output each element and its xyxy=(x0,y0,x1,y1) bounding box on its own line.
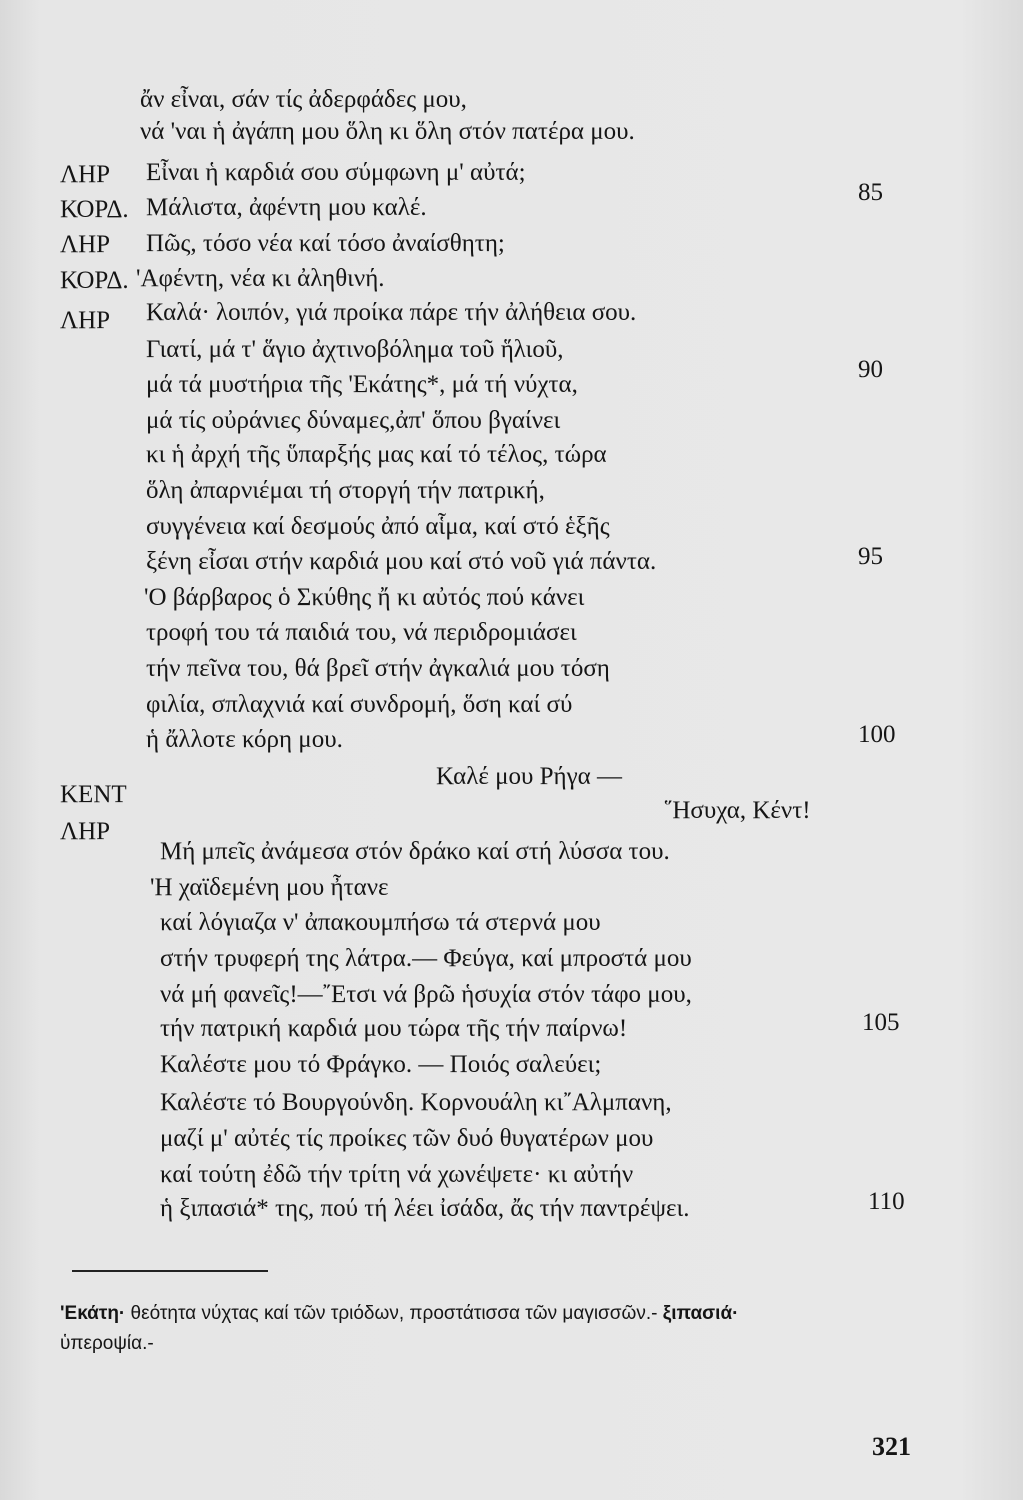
verse-line: Καλά· λοιπόν, γιά προίκα πάρε τήν ἀλήθεια σου. xyxy=(146,299,637,326)
verse-line: ξένη εἶσαι στήν καρδιά μου καί στό νοῦ γιά πάντα. xyxy=(146,548,657,575)
verse-line: τήν πεῖνα του, θά βρεῖ στήν ἀγκαλιά μου τόση xyxy=(146,655,610,682)
verse-line: Καλέ μου Ρήγα — xyxy=(436,763,622,790)
verse-line: νά μή φανεῖς!—῎Ετσι νά βρῶ ἡσυχία στόν τάφο μου, xyxy=(160,981,692,1008)
speaker-name: ΚΕΝΤ xyxy=(60,781,127,808)
speaker-name: ΛΗΡ xyxy=(60,307,111,334)
footnote-rule xyxy=(72,1270,268,1272)
verse-line: Καλέστε μου τό Φράγκο. — Ποιός σαλεύει; xyxy=(160,1051,602,1078)
verse-line: ἡ ξιπασιά* της, πού τή λέει ἰσάδα, ἄς τήν παντρέψει. xyxy=(160,1195,690,1222)
speaker-name: ΚΟΡΔ. xyxy=(60,196,129,223)
verse-line: καί λόγιαζα ν' ἀπακουμπήσω τά στερνά μου xyxy=(160,909,601,936)
footnote-definition: θεότητα νύχτας καί τῶν τριόδων, προστάτισσα τῶν μαγισσῶν.- xyxy=(130,1303,658,1324)
verse-line: φιλία, σπλαχνιά καί συνδρομή, ὅση καί σύ xyxy=(146,691,573,718)
verse-line: 'Αφέντη, νέα κι ἀληθινή. xyxy=(136,265,385,292)
verse-line: κι ἡ ἀρχή τῆς ὕπαρξής μας καί τό τέλος, τώρα xyxy=(146,441,607,468)
footnote-line-1 xyxy=(60,1302,738,1326)
verse-line: ὅλη ἀπαρνιέμαι τή στοργή τήν πατρική, xyxy=(146,477,545,504)
verse-line: 'Ο βάρβαρος ὁ Σκύθης ἤ κι αὐτός πού κάνει xyxy=(144,584,585,611)
verse-line: ῞Ησυχα, Κέντ! xyxy=(664,797,811,824)
speaker-name: ΛΗΡ xyxy=(60,231,111,258)
verse-line: Εἶναι ἡ καρδιά σου σύμφωνη μ' αὐτά; xyxy=(146,159,526,186)
line-number: 90 xyxy=(858,356,883,383)
verse-line: καί τούτη ἐδῶ τήν τρίτη νά χωνέψετε· κι αὐτήν xyxy=(160,1161,634,1188)
line-number: 85 xyxy=(858,179,883,206)
verse-line: μά τά μυστήρια τῆς 'Εκάτης*, μά τή νύχτα, xyxy=(146,371,578,398)
line-number: 105 xyxy=(862,1009,900,1036)
verse-line: τροφή του τά παιδιά του, νά περιδρομιάσει xyxy=(146,619,577,646)
verse-line: Γιατί, μά τ' ἅγιο ἀχτινοβόλημα τοῦ ἥλιοῦ, xyxy=(146,336,564,363)
verse-line: Πῶς, τόσο νέα καί τόσο ἀναίσθητη; xyxy=(146,230,505,257)
verse-line: ἄν εἶναι, σάν τίς ἀδερφάδες μου, xyxy=(140,86,467,113)
footnote-definition: ὑπεροψία.- xyxy=(60,1333,154,1354)
verse-line: μά τίς οὐράνιες δύναμες,ἀπ' ὅπου βγαίνει xyxy=(146,407,561,434)
speaker-name: ΛΗΡ xyxy=(60,161,111,188)
verse-line: ἡ ἄλλοτε κόρη μου. xyxy=(146,726,343,753)
line-number: 95 xyxy=(858,543,883,570)
speaker-name: ΚΟΡΔ. xyxy=(60,267,129,294)
verse-line: στήν τρυφερή της λάτρα.— Φεύγα, καί μπροστά μου xyxy=(160,945,692,972)
footnote-term: 'Εκάτη· xyxy=(60,1303,126,1324)
verse-line: Καλέστε τό Βουργούνδη. Κορνουάλη κι῎Αλμπανη, xyxy=(160,1089,672,1116)
footnote-term: ξιπασιά· xyxy=(662,1303,739,1324)
verse-line: νά 'ναι ἡ ἀγάπη μου ὅλη κι ὅλη στόν πατέρα μου. xyxy=(140,118,635,145)
line-number: 110 xyxy=(868,1188,905,1215)
verse-line: συγγένεια καί δεσμούς ἀπό αἷμα, καί στό ἑξῆς xyxy=(146,513,610,540)
speaker-name: ΛΗΡ xyxy=(60,818,111,845)
verse-line: Μάλιστα, ἀφέντη μου καλέ. xyxy=(146,194,427,221)
verse-line: 'Η χαϊδεμένη μου ἦτανε xyxy=(150,874,389,901)
verse-line: τήν πατρική καρδιά μου τώρα τῆς τήν παίρνω! xyxy=(160,1015,628,1042)
line-number: 100 xyxy=(858,721,896,748)
verse-line: μαζί μ' αὐτές τίς προίκες τῶν δυό θυγατέρων μου xyxy=(160,1125,654,1152)
verse-line: Μή μπεῖς ἀνάμεσα στόν δράκο καί στή λύσσα του. xyxy=(160,838,670,865)
footnote-line-2 xyxy=(60,1332,154,1356)
page-number: 321 xyxy=(872,1432,911,1461)
